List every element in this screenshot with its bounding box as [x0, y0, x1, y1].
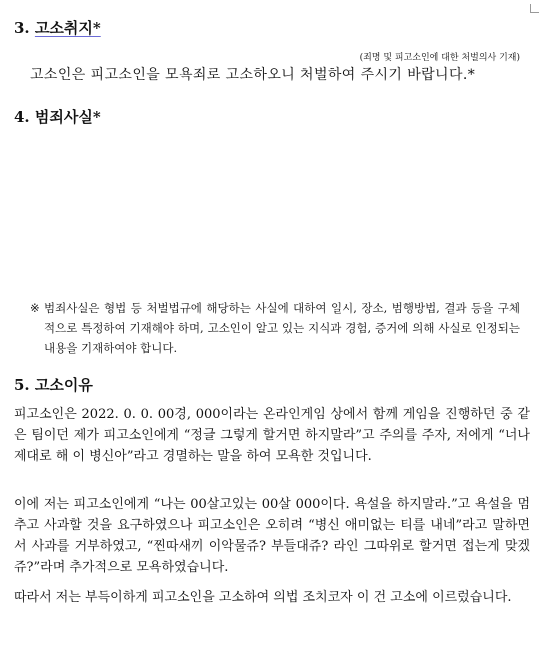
section-5-paragraph-1: 피고소인은 2022. 0. 0. 00경, 000이라는 온라인게임 상에서 함께 게임을 진행하던 중 같은 팀이던 제가 피고소인에게 “정글 그렇게 할거면 하지말라”고 주의를 주자, 저에게 “너나 제대로 해 이 병신아”라고 경멸하는 말을 하여 모욕한 것입니다.: [14, 407, 530, 464]
section-3-note: (죄명 및 피고소인에 대한 처벌의사 기재): [359, 53, 520, 63]
section-4-title: 범죄사실*: [34, 108, 101, 126]
notice-text: 범죄사실은 형법 등 처벌법규에 해당하는 사실에 대하여 일시, 장소, 범행방법, 결과 등을 구체적으로 특정하여 기재해야 하며, 고소인이 알고 있는 지식과 경험, 증거에 의해 사실로 인정되는 내용을 기재하여야 합니다.: [44, 301, 520, 355]
section-3-heading: [14, 17, 101, 38]
section-5-paragraph-3: 따라서 저는 부득이하게 피고소인을 고소하여 의법 조치코자 이 건 고소에 이르렀습니다.: [14, 590, 512, 605]
section-5-heading: [14, 374, 93, 395]
page-corner-mark: [530, 4, 539, 13]
section-3-text: 고소인은 피고소인을 모욕죄로 고소하오니 처벌하여 주시기 바랍니다.*: [30, 67, 476, 83]
section-4-notice: [30, 298, 520, 358]
section-5-number: 5.: [14, 376, 30, 394]
section-3-number: 3.: [14, 19, 30, 37]
notice-mark: ※: [30, 301, 40, 315]
section-4-heading: [14, 106, 101, 127]
section-5-title: 고소이유: [34, 376, 93, 394]
section-5-paragraph-2: 이에 저는 피고소인에게 “나는 00살고있는 00살 000이다. 욕설을 하지말라.”고 욕설을 멈추고 사과할 것을 요구하였으나 피고소인은 오히려 “병신 애미없는 티를 내네”라고 말하면서 사과를 거부하였고, “찐따새끼 이악물쥬? 부들대쥬? 라인 그따위로 할거면 접는게 맞겠쥬?”라며 추가적으로 모욕하였습니다.: [14, 497, 530, 575]
section-3-title: 고소취지*: [34, 19, 101, 37]
section-4-number: 4.: [14, 108, 30, 126]
